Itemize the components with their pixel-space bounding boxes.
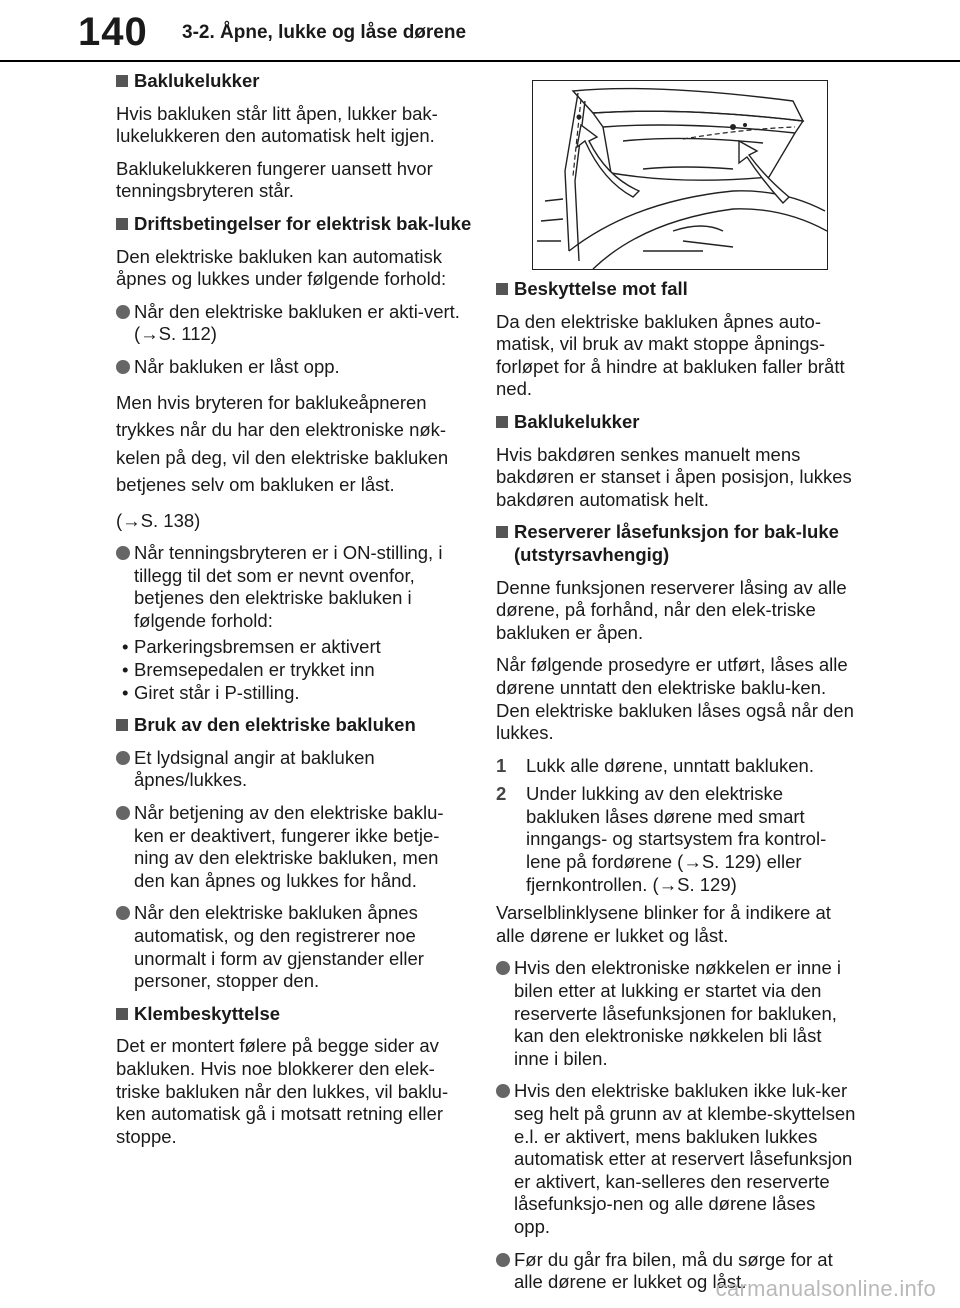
paragraph: (→S. 138) (116, 509, 201, 531)
round-bullet-icon (116, 806, 130, 820)
watermark: carmanualsonline.info (715, 1276, 936, 1301)
round-bullet-icon (116, 906, 130, 920)
page-header (0, 0, 960, 62)
paragraph: Det er montert følere på begge sider av bakluken. Hvis noe blokkerer den elek-triske bakluken når den lukkes, vil baklu-ken automatisk gå i motsatt retning eller stoppe. (116, 1035, 449, 1147)
section-heading: Reserverer låsefunksjon for bak-luke (utstyrsavhengig) (496, 521, 856, 566)
tailgate-sensor-illustration (532, 80, 828, 270)
header-divider (0, 60, 960, 62)
sub-list-item: • Bremsepedalen er trykket inn (116, 659, 472, 682)
square-bullet-icon (116, 75, 128, 87)
paragraph: Når følgende prosedyre er utført, låses alle dørene unntatt den elektriske baklu-ken. Den elektriske bakluken låses også når den lukkes. (496, 654, 854, 744)
round-bullet-icon (116, 546, 130, 560)
paragraph: Den elektriske bakluken kan automatisk åpnes og lukkes under følgende forhold: (116, 245, 447, 290)
bullet-item: Når tenningsbryteren er i ON-stilling, i tillegg til det som er nevnt ovenfor, betjenes den elektriske bakluken i følgende forhold: (116, 542, 472, 632)
section-heading: Driftsbetingelser for elektrisk bak-luke (116, 213, 472, 236)
paragraph: Da den elektriske bakluken åpnes auto-matisk, vil bruk av makt stoppe åpnings-forløpet for å hindre at bakluken faller brått ned. (496, 310, 845, 400)
numbered-step: 1 Lukk alle dørene, unntatt bakluken. (496, 754, 814, 776)
square-bullet-icon (116, 1008, 128, 1020)
bullet-item: Hvis den elektriske bakluken ikke luk-ker seg helt på grunn av at klembe-skyttelsen e.l. er aktivert, mens bakluken lukkes automatisk etter at reservert låsefunksjon er aktivert, kan-selleres den reserverte låsefunksjo-nen og alle dørene låses opp. (496, 1080, 856, 1238)
square-bullet-icon (496, 416, 508, 428)
paragraph: Hvis bakdøren senkes manuelt mens bakdøren er stanset i åpen posisjon, lukkes bakdøren automatisk helt. (496, 443, 852, 510)
round-bullet-icon (496, 961, 510, 975)
round-bullet-icon (116, 751, 130, 765)
numbered-step: 2 Under lukking av den elektriske bakluken låses dørene med smart inngangs- og startsystem fra kontrol-lene på fordørene (→S. 129) eller fjernkontrollen. (→S. 129) (496, 783, 827, 895)
square-bullet-icon (116, 719, 128, 731)
section-heading: Klembeskyttelse (116, 1003, 472, 1026)
paragraph: Baklukelukkeren fungerer uansett hvor tenningsbryteren står. (116, 157, 433, 202)
bullet-item: Når bakluken er låst opp. (116, 356, 472, 379)
sub-list-item: • Giret står i P-stilling. (116, 682, 472, 705)
sub-list (116, 636, 472, 704)
paragraph: Men hvis bryteren for baklukeåpneren trykkes når du har den elektroniske nøk-kelen på deg, vil den elektriske bakluken betjenes selv om bakluken er låst. (116, 391, 449, 496)
car-rear-icon (533, 81, 827, 269)
round-bullet-icon (496, 1084, 510, 1098)
square-bullet-icon (116, 218, 128, 230)
bullet-item: Når den elektriske bakluken åpnes automatisk, og den registrerer noe unormalt i form av gjenstander eller personer, stopper den. (116, 902, 472, 992)
right-column (496, 278, 856, 1304)
bullet-item: Før du går fra bilen, må du sørge for at alle dørene er lukket og låst. (496, 1249, 856, 1294)
section-title: 3-2. Åpne, lukke og låse dørene (182, 22, 467, 43)
square-bullet-icon (496, 283, 508, 295)
bullet-item: Hvis den elektroniske nøkkelen er inne i bilen etter at lukking er startet via den reserverte låsefunksjonen for bakluken, kan den elektroniske nøkkelen bli låst inne i bilen. (496, 957, 856, 1070)
section-heading: Bruk av den elektriske bakluken (116, 714, 472, 737)
paragraph: Varselblinklysene blinker for å indikere at alle dørene er lukket og låst. (496, 902, 831, 946)
paragraph: Hvis bakluken står litt åpen, lukker bak-lukelukkeren den automatisk helt igjen. (116, 102, 438, 147)
paragraph: Denne funksjonen reserverer låsing av alle dørene, på forhånd, når den elek-triske bakluken er åpen. (496, 576, 847, 643)
round-bullet-icon (116, 360, 130, 374)
left-column (116, 70, 472, 1158)
round-bullet-icon (496, 1253, 510, 1267)
bullet-item: Når betjening av den elektriske baklu-ken er deaktivert, fungerer ikke betje-ning av den elektriske bakluken, men den kan åpnes og lukkes for hånd. (116, 802, 472, 892)
sub-list-item: • Parkeringsbremsen er aktivert (116, 636, 472, 659)
bullet-item: Når den elektriske bakluken er akti-vert. (→S. 112) (116, 301, 472, 346)
page-number: 140 (78, 10, 148, 54)
bullet-item: Et lydsignal angir at bakluken åpnes/lukkes. (116, 747, 472, 792)
round-bullet-icon (116, 305, 130, 319)
section-heading: Baklukelukker (116, 70, 472, 93)
square-bullet-icon (496, 526, 508, 538)
section-heading: Baklukelukker (496, 411, 856, 434)
section-heading: Beskyttelse mot fall (496, 278, 856, 301)
